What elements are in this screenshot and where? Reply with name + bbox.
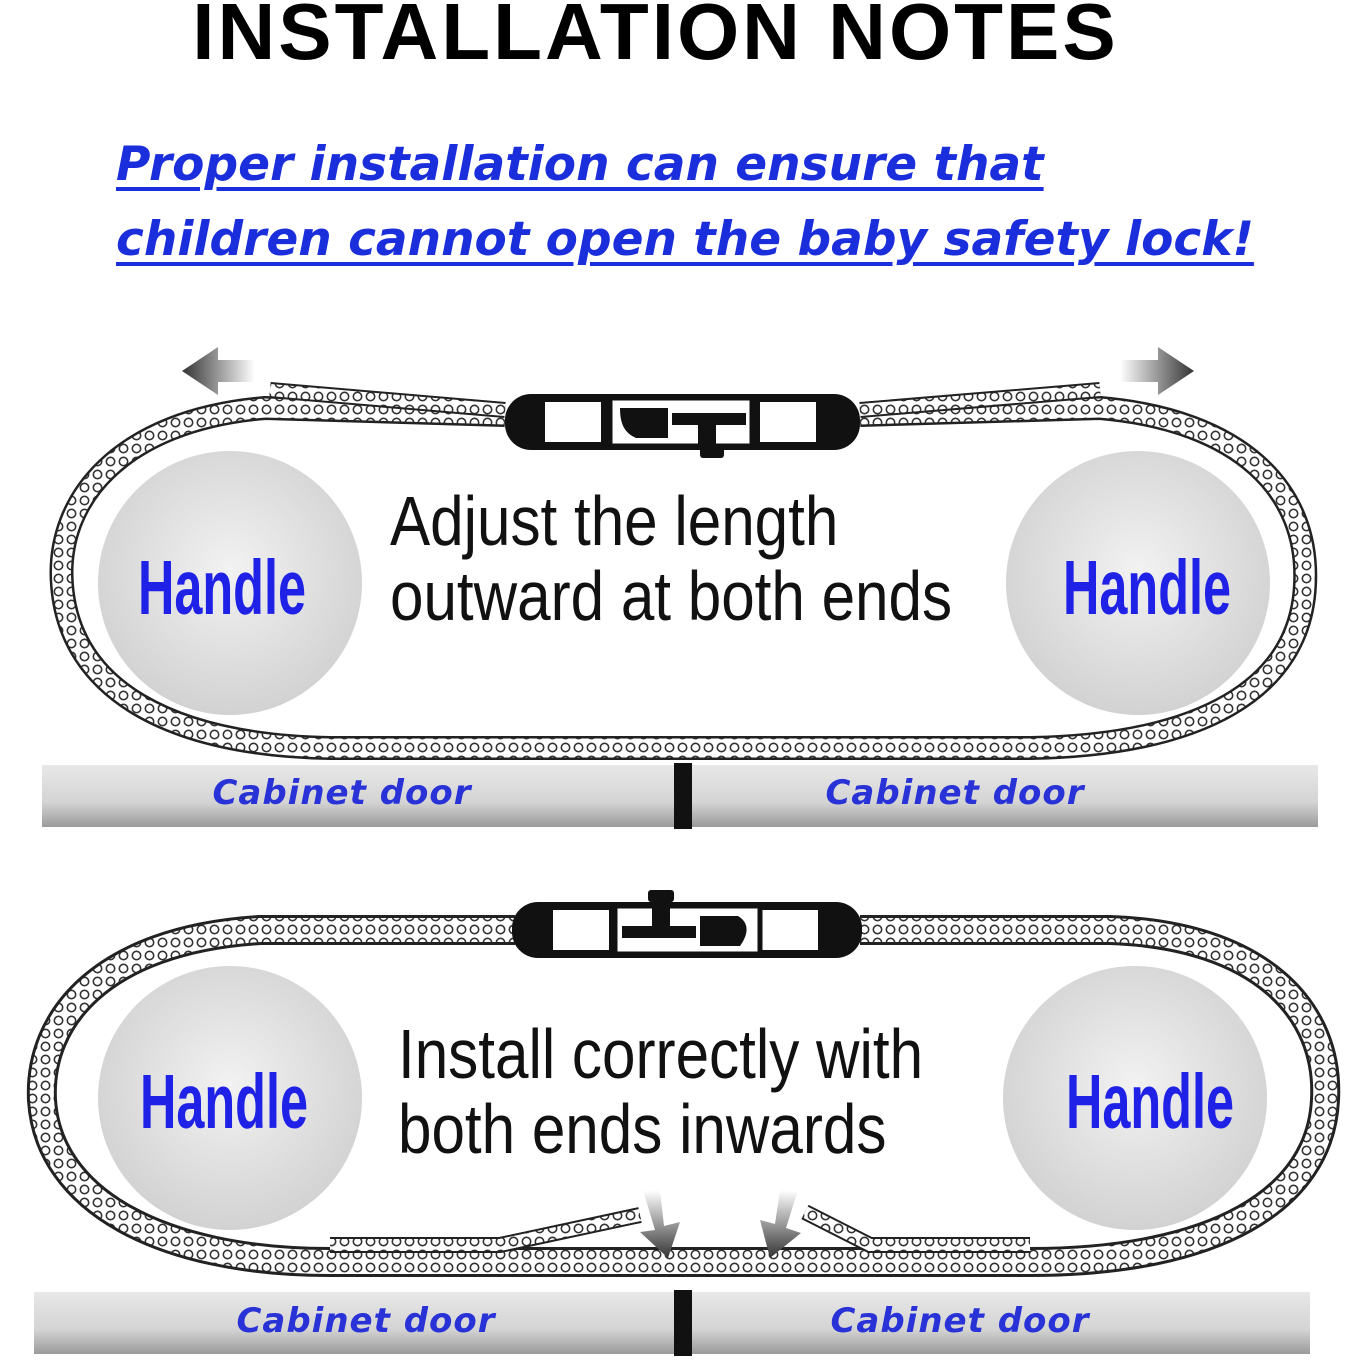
- door-right-label-bottom: Cabinet door: [830, 1301, 1090, 1341]
- door-right-label-top: Cabinet door: [825, 773, 1085, 813]
- panel-bottom: [34, 890, 1325, 1356]
- instruction-top-line-2: outward at both ends: [390, 556, 953, 636]
- page-title: INSTALLATION NOTES: [192, 0, 1119, 76]
- subtitle-line-1: Proper installation can ensure that: [116, 137, 1044, 192]
- instruction-top-line-1: Adjust the length: [390, 481, 839, 561]
- panel-top: [42, 347, 1318, 829]
- instruction-bottom-line-2: both ends inwards: [397, 1089, 887, 1169]
- handle-right-label-bottom: Handle: [1065, 1058, 1235, 1145]
- subtitle-line-2: children cannot open the baby safety lock!: [116, 212, 1254, 267]
- handle-left-label-top: Handle: [137, 544, 307, 631]
- arrow-left-icon: [182, 347, 255, 395]
- door-left-label-bottom: Cabinet door: [236, 1301, 496, 1341]
- door-gap-top: [674, 763, 692, 829]
- instruction-bottom-line-1: Install correctly with: [397, 1014, 924, 1094]
- door-left-label-top: Cabinet door: [212, 773, 472, 813]
- lock-buckle-top-icon: [505, 394, 860, 458]
- door-gap-bottom: [674, 1290, 692, 1356]
- handle-right-label-top: Handle: [1062, 544, 1232, 631]
- lock-buckle-bottom-icon: [512, 890, 862, 958]
- handle-left-label-bottom: Handle: [139, 1058, 309, 1145]
- arrow-right-icon: [1120, 347, 1194, 395]
